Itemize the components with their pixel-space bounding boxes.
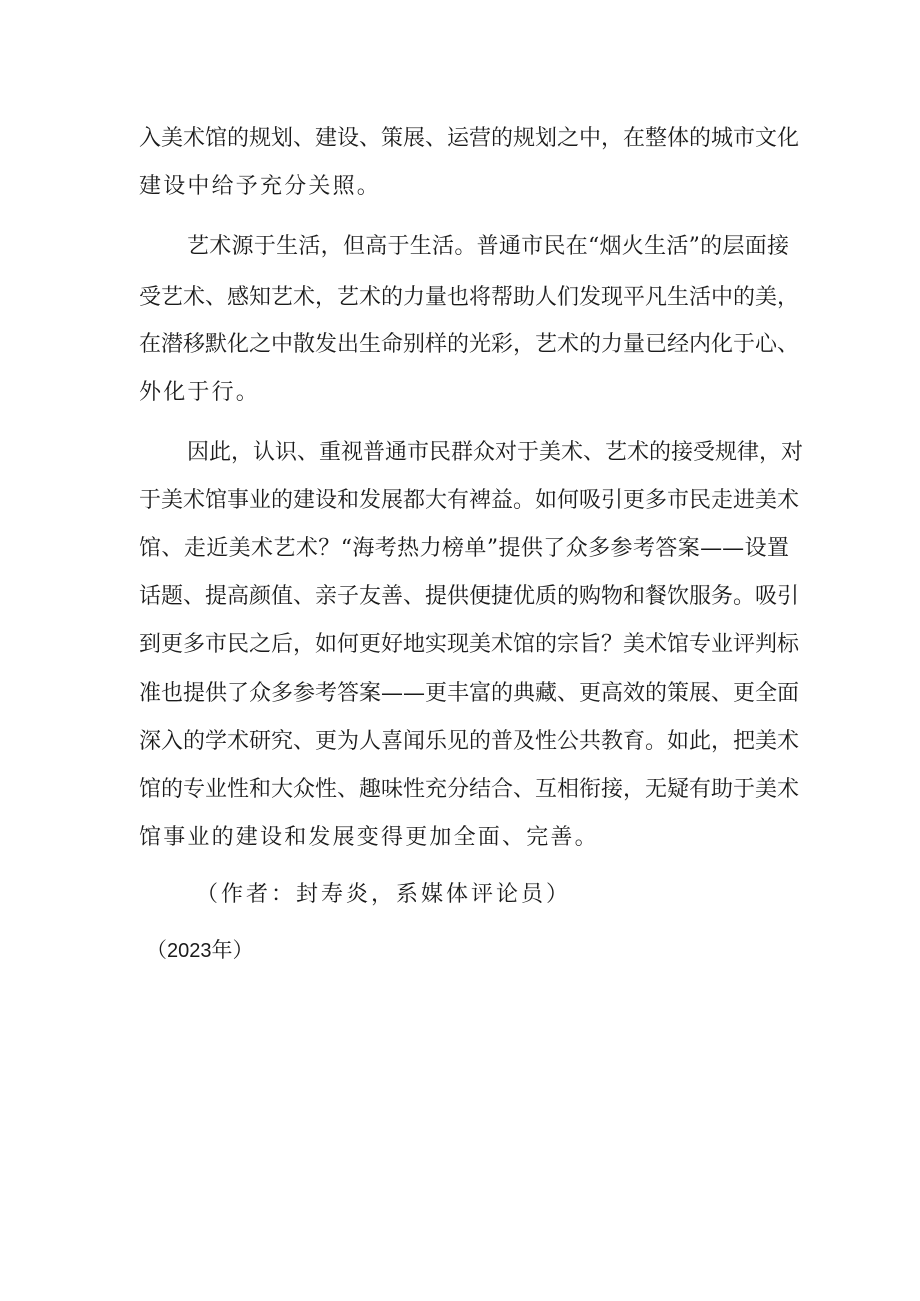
year-suffix: 年） <box>211 938 254 962</box>
paragraph-3-line-7: 深入的学术研究、更为人喜闻乐见的普及性公共教育。如此，把美术 <box>139 729 800 754</box>
paragraph-1-line-2: 建设中给予充分关照。 <box>139 174 382 199</box>
paragraph-2-line-2: 受艺术、感知艺术，艺术的力量也将帮助人们发现平凡生活中的美， <box>139 285 800 310</box>
year-open-paren: （ <box>146 938 167 962</box>
paragraph-3-line-6: 准也提供了众多参考答案——更丰富的典藏、更高效的策展、更全面 <box>139 681 800 706</box>
paragraph-3-line-3: 馆、走近美术艺术？“海考热力榜单”提供了众多参考答案——设置 <box>139 536 789 561</box>
paragraph-3-line-2: 于美术馆事业的建设和发展都大有裨益。如何吸引更多市民走进美术 <box>139 488 800 513</box>
paragraph-2-line-3: 在潜移默化之中散发出生命别样的光彩，艺术的力量已经内化于心、 <box>139 332 800 357</box>
paragraph-3-line-8: 馆的专业性和大众性、趣味性充分结合、互相衔接，无疑有助于美术 <box>139 777 800 802</box>
paragraph-2-line-4: 外化于行。 <box>139 380 261 405</box>
paragraph-3-line-5: 到更多市民之后，如何更好地实现美术馆的宗旨？美术馆专业评判标 <box>139 632 800 657</box>
paragraph-3-line-4: 话题、提高颜值、亲子友善、提供便捷优质的购物和餐饮服务。吸引 <box>139 584 800 609</box>
paragraph-3-line-1: 因此，认识、重视普通市民群众对于美术、艺术的接受规律，对 <box>187 440 804 465</box>
paragraph-1-line-1: 入美术馆的规划、建设、策展、运营的规划之中，在整体的城市文化 <box>139 126 800 151</box>
publication-year <box>146 935 254 966</box>
author-signature: （作者：封寿炎，系媒体评论员） <box>196 882 572 907</box>
paragraph-2-line-1: 艺术源于生活，但高于生活。普通市民在“烟火生活”的层面接 <box>187 234 789 259</box>
paragraph-3-line-9: 馆事业的建设和发展变得更加全面、完善。 <box>139 825 599 850</box>
year-number: 2023 <box>167 940 212 962</box>
